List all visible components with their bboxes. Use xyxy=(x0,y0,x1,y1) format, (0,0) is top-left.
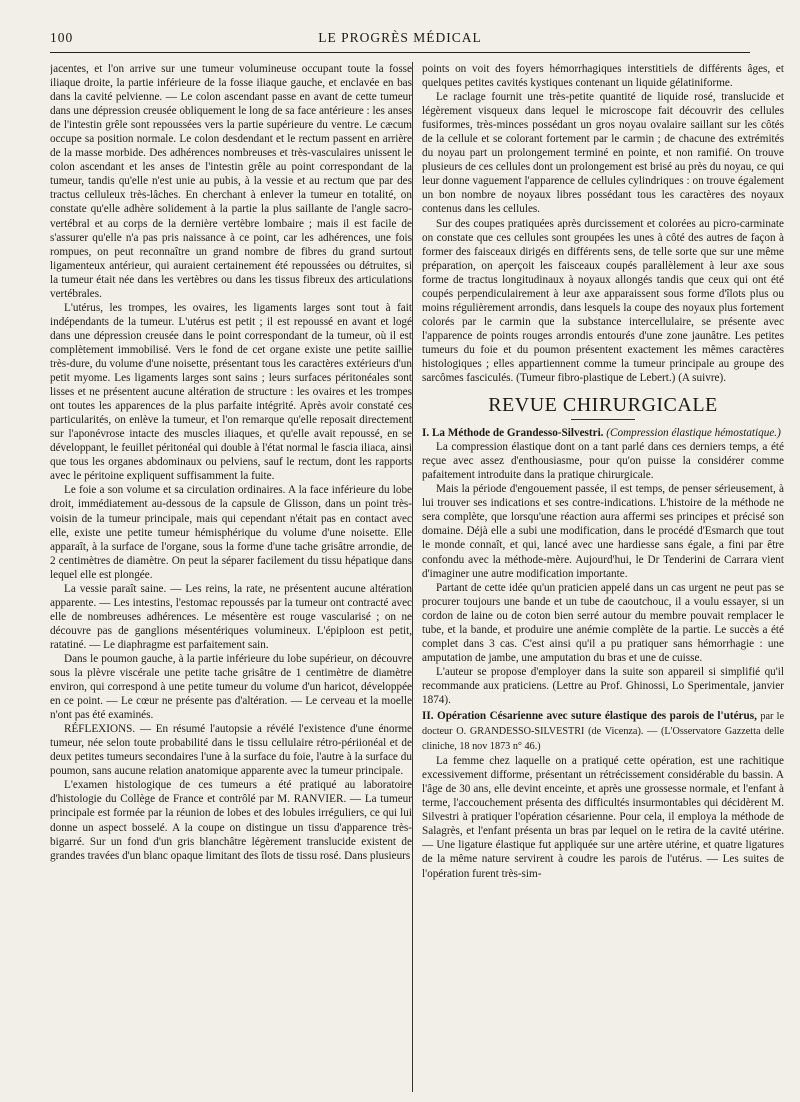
column-divider xyxy=(412,62,413,1092)
paragraph: La compression élastique dont on a tant parlé dans ces derniers temps, a été reçue avec assez d'enthousiasme, pour qu'on puisse la considérer comme pafaitement introduite dans la pratique chirurgicale. xyxy=(422,441,784,482)
paragraph: jacentes, et l'on arrive sur une tumeur volumineuse occupant toute la fosse iliaque droite, la partie inférieure de la fosse iliaque gauche, et enclavée en bas dans la cavité pelvienne. — Le colon ascendant passe en avant de cette tumeur dans une dépression creusée obliquement le long de sa face antérieure : les anses de l'intestin grêle sont repoussées vers la partie supérieure du ventre. Le cæcum occupe sa position normale. Le colon desdendant et le rectum passent en arrière de la masse morbide. Des adhérences nombreuses et très-vasculaires unissent le colon ascendant et les anses de l'intestin grêle au point correspondant de la tumeur, tandis qu'elle n'est unie au pubis, à la vessie et au rectum que par des tractus celluleux très-lâches. En cherchant à enlever la tumeur en totalité, on constate qu'elle adhère solidement à la partie la plus saillante de l'angle sacro-vertébral et au corps de la dernière vertèbre lombaire ; mais il est facile de s'assurer qu'elle n'a pas pris naissance à ce point, car les adhérences, une fois rompues, on peut reconnaître un grand nombre de fibres du grand surtout ligamenteux antérieur, qui auraient certainement été repoussées ou détruites, si la tumeur était née dans les vertèbres ou dans les tissus fibreux des articulations vertébrales. xyxy=(50,63,412,300)
paragraph: Partant de cette idée qu'un praticien appelé dans un cas urgent ne peut pas se procurer toujours une bande et un tube de caoutchouc, il a voulu essayer, si un cordon de laine ou de coton bien serré autour du membre pouvait remplacer le tube, et la bande, et produire une anémie complète de la partie. Le succès a été complet dans 3 cas. C'est ainsi qu'il a pu pratiquer sans hémorrhagie : une amputation de jambe, une amputation du bras et une de cuisse. xyxy=(422,581,784,664)
article-author: par le docteur O. GRANDESSO-SILVESTRI (de Vicenza). — (L'Osservatore Gazzetta delle cliniche, 18 nov 1873 n° 46.) xyxy=(422,711,784,753)
article-subtitle: (Compression élastique hémostatique.) xyxy=(606,427,781,440)
paragraph: L'auteur se propose d'employer dans la suite son appareil si simplifié qu'il recommande aux praticiens. (Lettre au Prof. Ghinossi, Lo Sperimentale, janvier 1874). xyxy=(422,665,784,706)
paragraph: L'utérus, les trompes, les ovaires, les ligaments larges sont tout à fait indépendants de la tumeur. L'utérus est petit ; il est repoussé en avant et logé dans une dépression creusée dans le point correspondant de la tumeur, où il est complètement immobilisé. Vers le fond de cet organe existe une petite saillie très-dure, du volume d'une noisette, présentant tous les caractères extérieurs d'un petit myome. Les ligaments larges sont sains ; leurs surfaces péritonéales sont lisses et ne présentent aucune altération de structure : les ovaires et les trompes ont toutes les apparences de la plus parfaite intégrité. Après avoir constaté ces particularités, on enlève la tumeur, et l'on remarque qu'elle reposait directement sur l'aponévrose intacte des muscles iliaques, et qu'elle avait repoussé, en se développant, le feuillet péritonéal qui double à l'état normal le fascia iliaca, ainsi que tous les organes abdominaux ou pelviens, sauf le rectum, dont les rapports avec le péritoine expliquent suffisamment la fuite. xyxy=(50,301,412,483)
paragraph: L'examen histologique de ces tumeurs a été pratiqué au laboratoire d'histologie du Collège de France et contrôlé par M. RANVIER. — La tumeur principale est formée par la réunion de lobes et des lobules irréguliers, ce qui lui donne un aspect bosselé. A la coupe on distingue un tissu d'apparence très-bigarré. Sur un fond d'un gris blanchâtre légèrement translucide existent de grandes travées d'un blanc opaque limitant des îlots de tissu rosé. Dans plusieurs xyxy=(50,779,412,862)
paragraph: points on voit des foyers hémorrhagiques interstitiels de différents âges, et quelques petites cavités kystiques contenant un liquide gélatiniforme. xyxy=(422,63,784,90)
left-column xyxy=(50,62,412,1092)
right-column xyxy=(422,62,784,1092)
paragraph: RÉFLEXIONS. — En résumé l'autopsie a révélé l'existence d'une énorme tumeur, née selon toute probabilité dans le tissu cellulaire rétro-périionéal et de deux petites tumeurs secondaires l'une à la surface du foie, l'autre à la surface du poumon, sans aucune relation anatomique apparente avec la tumeur principale. xyxy=(50,723,412,778)
article-heading xyxy=(422,426,784,440)
paragraph: La vessie paraît saine. — Les reins, la rate, ne présentent aucune altération apparente. — Les intestins, l'estomac repoussés par la tumeur ont contracté avec elle de nombreuses adhérences. Le mésentère est rouge vascularisé ; on ne découvre pas de ganglions mésentériques volumineux. L'épiploon est petit, ratatiné. — Le diaphragme est parfaitement sain. xyxy=(50,582,412,651)
paragraph: Le raclage fournit une très-petite quantité de liquide rosé, translucide et légèrement visqueux dans lequel le microscope fait découvrir des cellules fusiformes, très-minces possédant un gros noyau ovalaire saillant sur les côtés de la cellule et se colorant fortement par le carmin ; de chacune des extrémités du noyau part un prolongement terminé en pointe, et non ramifié. On trouve plusieurs de ces cellules dont un prolongement est brisé au près du noyau, ce qui leur donne vaguement l'apparence de cellules cylindriques : on trouve également un bon nombre de noyaux libres possédant tous les caractères des noyaux contenus dans les cellules. xyxy=(422,91,784,216)
article-heading xyxy=(422,709,784,754)
paragraph: Mais la période d'engouement passée, il est temps, de penser sérieusement, à lui trouver ses indications et ses contre-indications. L'histoire de la méthode ne sera complète, que lorsqu'une réaction aura affermi ses principes et précisé son domaine. Déjà elle a subi une modification, dans le procédé d'Esmarch que tout le monde connaît, et qui, lancé avec une hardiesse sans égale, a fini par être confondu avec la méthode-mère. Aujourd'hui, le Dr Tenderini de Carrara vient d'imaginer une autre modification importante. xyxy=(422,483,784,580)
paragraph: Le foie a son volume et sa circulation ordinaires. A la face inférieure du lobe droit, immédiatement au-dessous de la capsule de Glisson, dans un point très-voisin de la tumeur principale, mais qui cependant n'était pas en contact avec elle, existe une petite tumeur hémisphérique du volume d'une noisette. Elle apparaît, à la surface de l'organe, sous la forme d'une tache grisâtre arrondie, de 2 centimètres de diamètre. On peut la séparer facilement du tissu hépatique dans lequel elle est plongée. xyxy=(50,484,412,581)
article-title: II. Opération Césarienne avec suture élastique des parois de l'utérus, xyxy=(422,710,757,723)
article-title: I. La Méthode de Grandesso-Silvestri. xyxy=(422,427,604,440)
header-rule xyxy=(50,52,750,53)
paragraph: Dans le poumon gauche, à la partie inférieure du lobe supérieur, on découvre sous la plèvre viscérale une petite tache grisâtre de 1 centimètre de diamètre environ, qui correspond à une petite tumeur du volume d'un haricot, développée en ce point. — Le cœur ne présente pas d'altération. — Le cerveau et la moelle n'ont pas été examinés. xyxy=(50,652,412,722)
journal-title: LE PROGRÈS MÉDICAL xyxy=(318,30,482,45)
page-number: 100 xyxy=(50,30,74,45)
section-rule xyxy=(571,419,635,420)
section-title: REVUE CHIRURGICALE xyxy=(488,394,718,417)
page-header xyxy=(50,30,750,52)
paragraph: Sur des coupes pratiquées après durcissement et colorées au picro-carminate on constate que ces cellules sont groupées les unes à côté des autres de façon à former des faisceaux dirigés en différents sens, de telle sorte que sur une même préparation, on aperçoit les faisceaux coupés parallèlement à leur axe sous forme de tractus longitudinaux à noyaux allongés tandis que ceux qui ont été coupés perpendiculairement à leur axe apparaissent sous forme d'îlots plus ou moins régulièrement arrondis, dans lesquels la coupe des noyaux plus fortement colorés par le carmin que la substance intercellulaire, se présente avec l'apparence de points rouges arrondis entourés d'une zone jaunâtre. Les petites tumeurs du foie et du poumon présentent exactement les mêmes caractères histologiques ; elles appartiennent comme la tumeur principale au groupe des sarcômes fasciculés. (Tumeur fibro-plastique de Lebert.) (A suivre). xyxy=(422,217,784,385)
paragraph: La femme chez laquelle on a pratiqué cette opération, est une rachitique excessivement difforme, présentant un rétrécissement considérable du bassin. A l'âge de 30 ans, elle devint enceinte, et après une grossesse normale, et l'enfant à terme, l'accouchement présenta des difficultés insurmontables qui décidèrent M. Silvestri à pratiquer l'opération césarienne. Pour cela, il employa la méthode de Salagrès, et l'enfant présenta un bras par lequel on le retira de la cavité utérine. — Une ligature élastique fut appliquée sur une artère utérine, et quatre ligatures de la même nature servirent à coudre les parois de l'utérus. — Les suites de l'opération furent très-sim- xyxy=(422,755,784,880)
